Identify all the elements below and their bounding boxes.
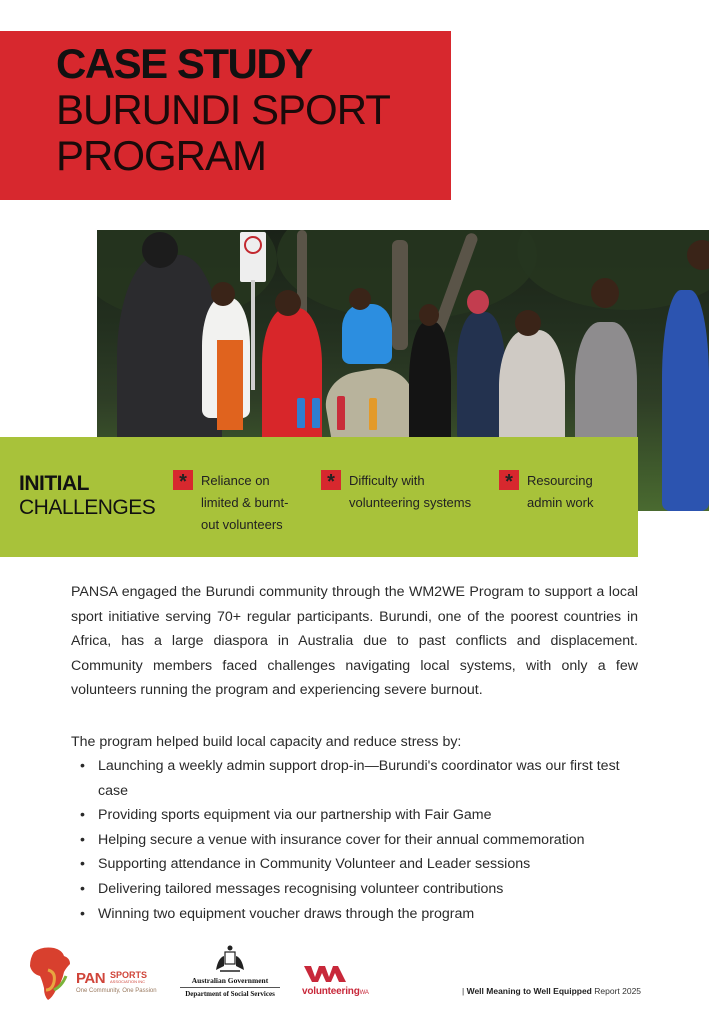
list-item <box>71 803 641 828</box>
bullet-icon: • <box>80 856 85 873</box>
photo-bottle <box>337 396 345 430</box>
pan-logo-sports: SPORTS <box>110 970 148 980</box>
photo-person-head <box>211 282 235 306</box>
pan-logo-association: ASSOCIATION INC <box>110 979 146 984</box>
no-dogs-sign-icon <box>244 236 262 254</box>
challenges-heading-regular: CHALLENGES <box>19 496 156 519</box>
pan-sports-logo <box>28 946 158 1002</box>
bullet-icon: • <box>80 831 85 848</box>
volunteering-wa-logo <box>302 964 392 1000</box>
list-item-text: Winning two equipment voucher draws through the program <box>98 905 475 922</box>
coat-of-arms-icon <box>210 944 250 974</box>
pan-logo-name: PAN <box>76 970 106 987</box>
title-case-study: CASE STUDY <box>56 40 312 87</box>
list-item <box>71 754 641 803</box>
vwa-logo-suffix: WA <box>359 990 369 996</box>
footer <box>0 938 709 1008</box>
bullet-icon: • <box>80 758 85 774</box>
list-item-text: Delivering tailored messages recognising volunteer contributions <box>98 880 504 897</box>
photo-person <box>457 312 505 442</box>
photo-bottle <box>297 398 305 428</box>
challenge-item <box>321 470 491 514</box>
africa-map-icon <box>28 946 72 1002</box>
challenge-text: Resourcing admin work <box>527 473 594 510</box>
intro-paragraph: PANSA engaged the Burundi community through the WM2WE Program to support a local sport initiative serving 70+ regular participants. Burundi, one of the poorest countries in Africa, has a large diaspora in Australia due to past conflicts and displacement. Community members faced challenges navigating local systems, with only a few volunteers running the program and experiencing severe burnout. <box>71 584 638 699</box>
vwa-logo-text <box>302 986 369 997</box>
asterisk-icon: * <box>173 470 193 490</box>
list-item-text: Supporting attendance in Community Volunteer and Leader sessions <box>98 856 531 873</box>
list-item <box>71 828 641 853</box>
initial-challenges-band <box>0 437 638 557</box>
photo-person-head <box>142 232 178 268</box>
bullet-icon: • <box>80 807 85 824</box>
photo-person-head <box>591 278 619 308</box>
outcomes-list <box>71 754 641 926</box>
photo-person-head <box>349 288 371 310</box>
sign-post <box>251 280 255 390</box>
asterisk-icon: * <box>499 470 519 490</box>
list-item <box>71 877 641 902</box>
list-item <box>71 902 641 927</box>
photo-bottle <box>369 398 377 430</box>
pan-logo-tagline: One Community, One Passion <box>76 988 157 994</box>
photo-orange-fence <box>217 340 243 430</box>
report-title-rest: Report 2025 <box>591 986 642 996</box>
list-item <box>71 852 641 877</box>
report-title-bold: Well Meaning to Well Equipped <box>466 986 592 996</box>
title-program-name-line2: PROGRAM <box>56 132 267 179</box>
challenges-heading <box>19 472 155 520</box>
challenge-text: Difficulty with volunteering systems <box>349 473 472 510</box>
asterisk-icon: * <box>321 470 341 490</box>
body-paragraph <box>71 580 638 703</box>
bullet-icon: • <box>80 905 85 922</box>
title-program-name-line1: BURUNDI SPORT <box>56 86 390 133</box>
photo-person-head <box>467 290 489 314</box>
outcomes-intro: The program helped build local capacity and reduce stress by: <box>71 734 462 750</box>
challenge-text: Reliance on limited & burnt-out volunteers <box>201 473 289 532</box>
photo-person-head <box>515 310 541 336</box>
list-item-text: Providing sports equipment via our partnership with Fair Game <box>98 807 492 824</box>
photo-person <box>342 304 392 364</box>
bullet-icon: • <box>80 880 85 897</box>
photo-person-head <box>275 290 301 316</box>
gov-logo-divider <box>180 987 280 988</box>
vwa-mark-icon <box>304 964 348 984</box>
photo-bottle <box>312 398 320 428</box>
gov-logo-name: Australian Government <box>191 976 269 985</box>
photo-person <box>662 290 709 511</box>
photo-person-head <box>687 240 709 270</box>
australian-government-logo <box>178 944 282 1002</box>
list-item-text: Helping secure a venue with insurance cover for their annual commemoration <box>98 831 585 848</box>
gov-logo-department: Department of Social Services <box>185 990 275 998</box>
challenges-heading-bold: INITIAL <box>19 472 89 495</box>
list-item-text: Launching a weekly admin support drop-in—Burundi's coordinator was our first test case <box>98 758 620 799</box>
title-block <box>0 31 451 200</box>
report-title <box>462 986 641 996</box>
report-title-prefix: | <box>462 986 467 996</box>
photo-person-head <box>419 304 439 326</box>
vwa-logo-word: volunteering <box>302 986 360 997</box>
photo-tree-trunk <box>392 240 408 350</box>
challenge-item <box>173 470 303 536</box>
challenge-item <box>499 470 629 514</box>
